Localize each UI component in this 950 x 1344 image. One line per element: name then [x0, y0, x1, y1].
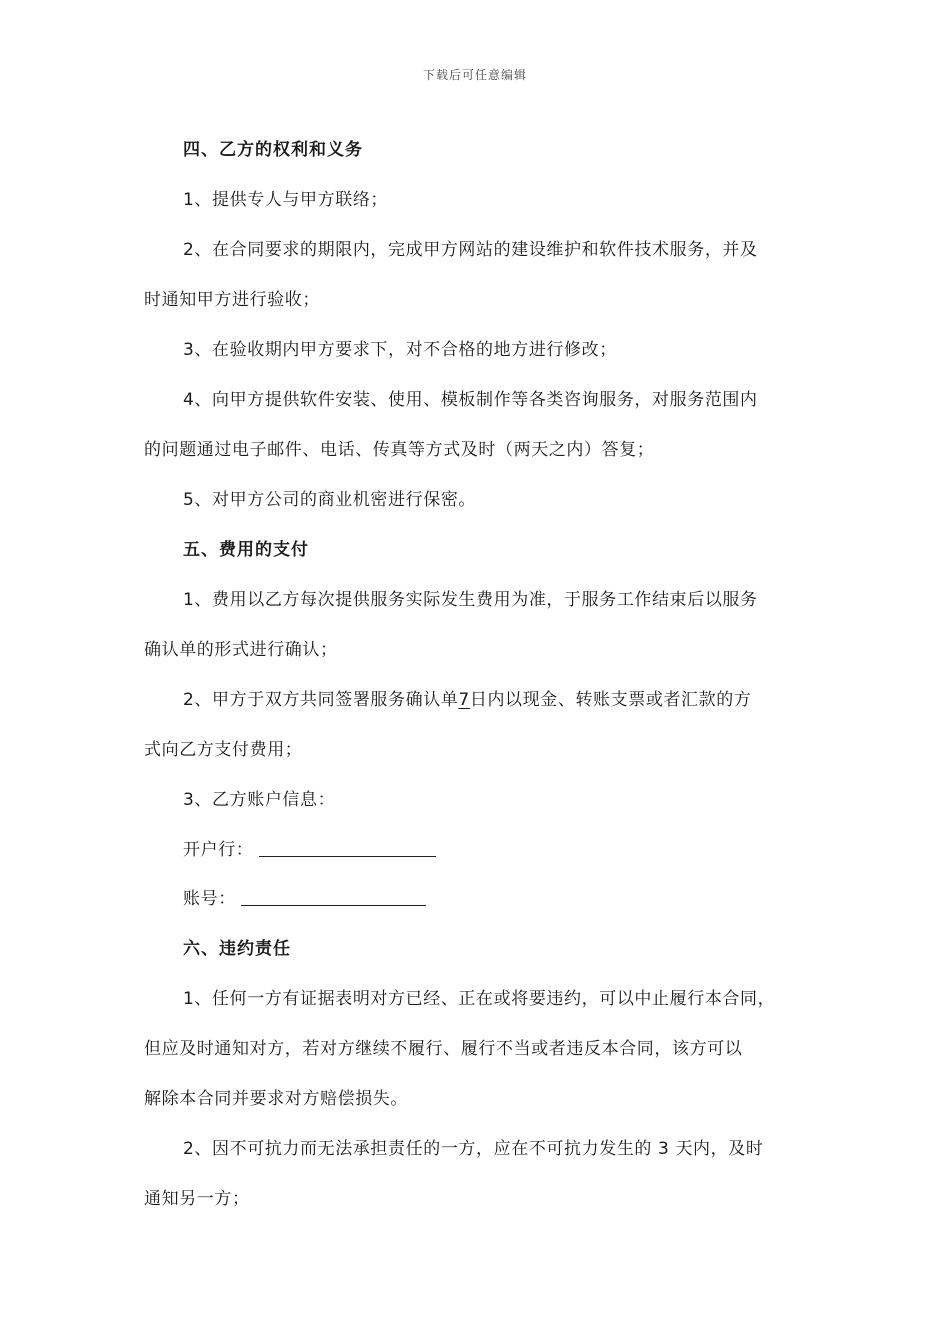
section5-title: 五、费用的支付 — [183, 540, 309, 560]
bank-blank-line — [259, 856, 436, 857]
section5-item2-line1 — [183, 688, 751, 712]
section5-item2-line2: 式向乙方支付费用； — [144, 740, 303, 760]
section6-item1-line2: 但应及时通知对方，若对方继续不履行、履行不当或者违反本合同，该方可以 — [144, 1039, 743, 1059]
account-label: 账号： — [183, 889, 236, 909]
section5-item2-prefix: 2、甲方于双方共同签署服务确认单 — [183, 690, 459, 710]
section4-item2-line1: 2、在合同要求的期限内，完成甲方网站的建设维护和软件技术服务，并及 — [183, 240, 758, 260]
bank-label: 开户行： — [183, 840, 254, 860]
section5-item1-line1: 1、费用以乙方每次提供服务实际发生费用为准，于服务工作结束后以服务 — [183, 590, 758, 610]
section5-item2-suffix: 日内以现金、转账支票或者汇款的方 — [469, 690, 752, 710]
section5-item1-line2: 确认单的形式进行确认； — [144, 640, 338, 660]
section6-item1-line1: 1、任何一方有证据表明对方已经、正在或将要违约，可以中止履行本合同， — [183, 989, 776, 1009]
section5-item2-days: 7 — [458, 690, 470, 710]
section4-item1: 1、提供专人与甲方联络； — [183, 190, 389, 210]
section6-title: 六、违约责任 — [183, 939, 291, 959]
section5-item3: 3、乙方账户信息： — [183, 790, 336, 810]
section4-item5: 5、对甲方公司的商业机密进行保密。 — [183, 490, 477, 510]
section4-title: 四、乙方的权利和义务 — [183, 140, 363, 160]
section6-item1-line3: 解除本合同并要求对方赔偿损失。 — [144, 1089, 408, 1109]
section6-item2-line2: 通知另一方； — [144, 1189, 250, 1209]
section4-item4-line1: 4、向甲方提供软件安装、使用、模板制作等各类咨询服务，对服务范围内 — [183, 390, 758, 410]
section6-item2-line1: 2、因不可抗力而无法承担责任的一方，应在不可抗力发生的 3 天内，及时 — [183, 1139, 764, 1159]
account-blank-line — [241, 905, 426, 906]
section4-item2-line2: 时通知甲方进行验收； — [144, 290, 320, 310]
section4-item3: 3、在验收期内甲方要求下，对不合格的地方进行修改； — [183, 340, 617, 360]
header-note: 下载后可任意编辑 — [422, 68, 527, 82]
section4-item4-line2: 的问题通过电子邮件、电话、传真等方式及时（两天之内）答复； — [144, 440, 655, 460]
